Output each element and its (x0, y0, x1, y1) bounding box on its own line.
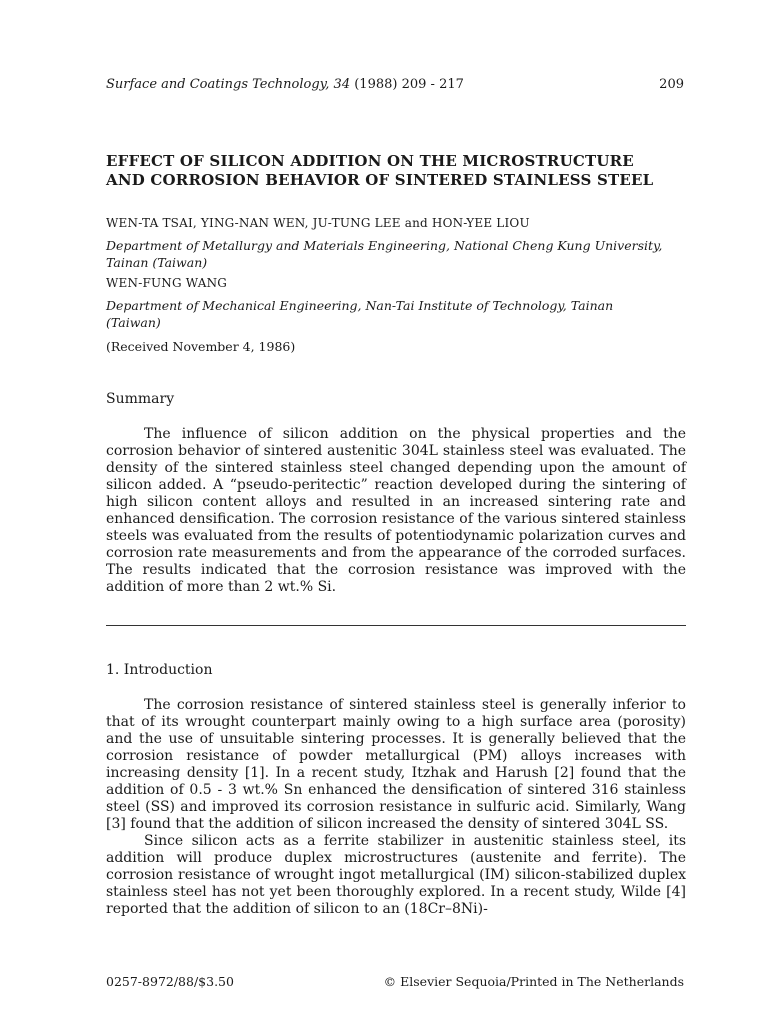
received-date: (Received November 4, 1986) (106, 339, 296, 354)
journal-citation (106, 77, 464, 92)
affiliation-1-line-2: Tainan (Taiwan) (106, 255, 208, 270)
affiliation-2 (106, 297, 686, 331)
affiliation-2-line-1: Department of Mechanical Engineering, Nan-Tai Institute of Technology, Tainan (106, 298, 614, 313)
publisher-notice: © Elsevier Sequoia/Printed in The Netherlands (383, 974, 684, 989)
summary-heading: Summary (106, 391, 175, 407)
paper-title (106, 152, 686, 190)
authors-group-1: WEN-TA TSAI, YING-NAN WEN, JU-TUNG LEE and HON-YEE LIOU (106, 216, 530, 230)
title-line-2: AND CORROSION BEHAVIOR OF SINTERED STAINLESS STEEL (106, 171, 654, 189)
summary-body (106, 426, 686, 596)
introduction-body (106, 697, 686, 918)
article-code: 0257-8972/88/$3.50 (106, 974, 234, 989)
authors-group-2: WEN-FUNG WANG (106, 276, 228, 290)
page-number: 209 (659, 77, 684, 92)
journal-year-pages: (1988) 209 - 217 (354, 77, 464, 92)
introduction-heading: 1. Introduction (106, 662, 213, 678)
title-line-1: EFFECT OF SILICON ADDITION ON THE MICROSTRUCTURE (106, 152, 634, 170)
affiliation-2-line-2: (Taiwan) (106, 315, 161, 330)
section-divider (106, 625, 686, 626)
introduction-paragraph-1: The corrosion resistance of sintered stainless steel is generally inferior to that of its wrought counterpart mainly owing to a high surface area (porosity) and the use of unsuitable sintering processes. It is generally believed that the corrosion resistance of powder metallurgical (PM) alloys increases with increasing density [1]. In a recent study, Itzhak and Harush [2] found that the addition of 0.5 - 3 wt.% Sn enhanced the densification of sintered 316 stainless steel (SS) and improved its corrosion resistance in sulfuric acid. Similarly, Wang [3] found that the addition of silicon increased the density of sintered 304L SS. (106, 697, 686, 832)
journal-name: Surface and Coatings Technology, (106, 77, 330, 92)
journal-volume: 34 (333, 77, 351, 92)
introduction-paragraph-2: Since silicon acts as a ferrite stabilizer in austenitic stainless steel, its addition will produce duplex microstructures (austenite and ferrite). The corrosion resistance of wrought ingot metallurgical (IM) silicon-stabilized duplex stainless steel has not yet been thoroughly explored. In a recent study, Wilde [4] reported that the addition of silicon to an (18Cr–8Ni)- (106, 833, 686, 917)
summary-paragraph: The influence of silicon addition on the physical properties and the corrosion behavior of sintered austenitic 304L stainless steel was evaluated. The density of the sintered stainless steel changed depending upon the amount of silicon added. A “pseudo-peritectic” reaction developed during the sintering of high silicon content alloys and resulted in an increased sintering rate and enhanced densification. The corrosion resistance of the various sintered stainless steels was evaluated from the results of potentiodynamic polarization curves and corrosion rate measurements and from the appearance of the corroded surfaces. The results indicated that the corrosion resistance was improved with the addition of more than 2 wt.% Si. (106, 426, 686, 595)
affiliation-1 (106, 237, 686, 271)
affiliation-1-line-1: Department of Metallurgy and Materials Engineering, National Cheng Kung University, (106, 238, 663, 253)
